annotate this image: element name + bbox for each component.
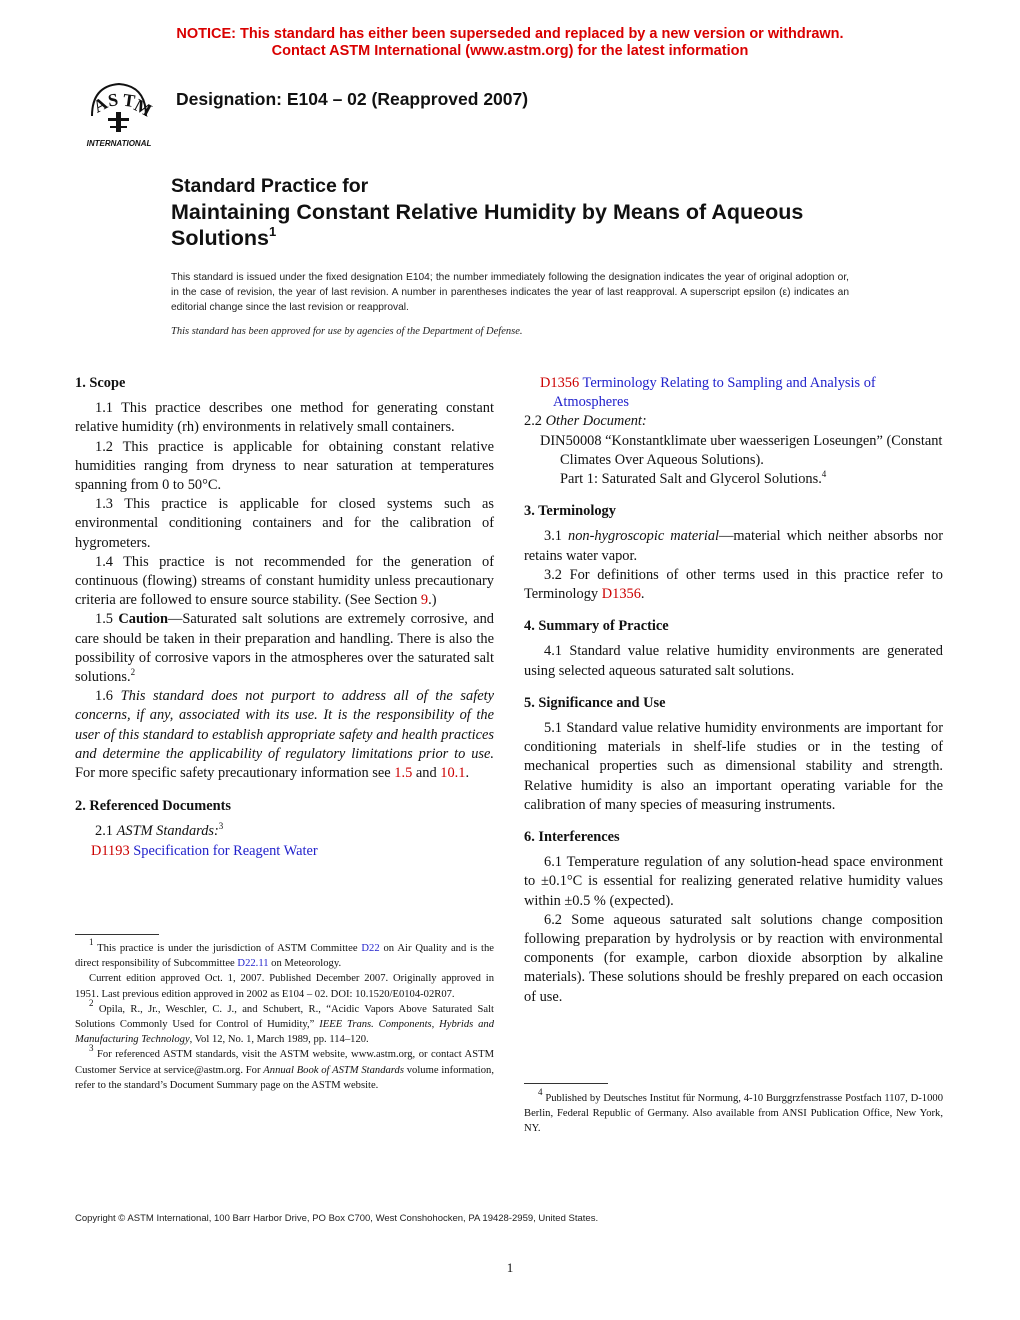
section-6-heading: 6. Interferences [524,829,620,846]
para-3-2: 3.2 For definitions of other terms used in this practice refer to Terminology D1356. [524,566,943,603]
footnote-4-ref[interactable]: 4 [821,469,827,480]
para-6-2: 6.2 Some aqueous saturated salt solutions change composition following preparation by hydrolysis or by reaction with environmental components (for example, carbon dioxide absorption by alkaline materials). These solutions should be freshly prepared on each occasion of use. [524,911,943,1005]
dod-approval-note: This standard has been approved for use by agencies of the Department of Defense. [171,326,523,337]
para-2-2: 2.2 Other Document: [524,413,647,430]
para-1-4: 1.4 This practice is not recommended for the generation of continuous (flowing) streams of constant humidity unless precautionary criteria are followed to ensure source stability. (See Section 9.) [75,553,494,609]
left-column [75,374,494,861]
svg-text:A: A [89,92,111,117]
footnotes-left [75,937,495,1093]
section-3-heading: 3. Terminology [524,503,616,520]
ref-d1356 [524,374,943,412]
ref-1-5-link[interactable]: 1.5 [394,765,413,782]
footnote-4: $^4$ Published by Deutsches Institut für Normung, 4-10 Burggrzfenstrasse Postfach 1107, D-1000 Berlin, Federal Republic of Germany. Also available from ANSI Publication Office, New York, NY. [524,1087,943,1135]
footnote-rule-left [75,934,159,935]
para-2-1: 2.1 ASTM Standards:$^3$ [95,821,224,840]
d1193-link[interactable]: D1193 [91,842,130,859]
para-5-1: 5.1 Standard value relative humidity environments are important for conditioning materials in shelf-life studies or in the testing of mechanical properties such as dimensional stability and strength. Relative humidity is also an important operating variable for the calibration of many species of measuring instruments. [524,720,943,813]
notice-line-2: Contact ASTM International (www.astm.org) for the latest information [271,43,749,59]
footnote-right [524,1087,943,1137]
section-5-heading: 5. Significance and Use [524,694,666,711]
d1356-title-link[interactable]: Terminology Relating to Sampling and Analysis of Atmospheres [553,375,876,411]
din-reference: DIN50008 “Konstantklimate uber waesserigen Loseungen” (Constant Climates Over Aqueous Solutions). [540,432,943,468]
page-number: 1 [506,1260,514,1275]
d22-link[interactable]: D22 [361,943,380,954]
para-3-1: 3.1 non-hygroscopic material—material which neither absorbs nor retains water vapor. [524,528,943,564]
d1356-link[interactable]: D1356 [540,375,580,391]
para-1-1: 1.1 This practice describes one method for generating constant relative humidity (rh) environments in relatively small containers. [75,400,494,436]
issue-note: This standard is issued under the fixed designation E104; the number immediately following the designation indicates the year of original adoption or, in the case of revision, the year of last revision. A number in parentheses indicates the year of last reapproval. A superscript epsilon (ε) indicates an editorial change since the last revision or reapproval. [171,272,849,313]
para-1-5: 1.5 Caution—Saturated salt solutions are extremely corrosive, and care should be taken in their preparation and handling. There is also the possibility of corrosive vapors in the atmospheres over the saturated salt solutions.$^2$ [75,611,494,686]
d1193-title-link[interactable]: Specification for Reagent Water [133,842,318,859]
para-4-1: 4.1 Standard value relative humidity environments are generated using selected aqueous saturated salt solutions. [524,643,943,679]
ref-d1193 [75,842,494,861]
footnote-3-ref[interactable]: 3 [218,821,224,832]
right-column [524,374,943,1007]
svg-text:T: T [121,89,137,112]
logo-subtext: INTERNATIONAL [86,139,152,148]
svg-text:M: M [130,94,156,121]
notice-line-1: NOTICE: This standard has either been superseded and replaced by a new version or withdrawn. [176,26,844,42]
copyright-line: Copyright © ASTM International, 100 Barr Harbor Drive, PO Box C700, West Conshohocken, PA 19428-2959, United States. [75,1213,599,1224]
footnote-rule-right [524,1083,608,1084]
footnote-1-edition: Current edition approved Oct. 1, 2007. Published December 2007. Originally approved in 1951. Last previous edition approved in 2002 as E104 – 02. DOI: 10.1520/E0104-02R07. [75,973,494,1000]
din-part: Part 1: Saturated Salt and Glycerol Solutions.$^4$ [560,469,827,488]
para-1-2: 1.2 This practice is applicable for obtaining constant relative humidities ranging from dryness to near saturation at temperatures spanning from 0 to 50°C. [75,438,494,494]
document-title: Maintaining Constant Relative Humidity by Means of Aqueous Solutions$^1$ [171,200,804,250]
d1356-inline-link[interactable]: D1356 [601,586,641,603]
section-9-link[interactable]: 9 [420,592,429,609]
section-1-heading: 1. Scope [75,375,126,391]
footnote-3: $^3$ For referenced ASTM standards, visit the ASTM website, www.astm.org, or contact ASTM Customer Service at service@astm.org. For Annual Book of ASTM Standards volume information, refer to the standard’s Document Summary page on the ASTM website. [75,1043,494,1091]
title-footnote-ref[interactable]: 1 [268,224,277,239]
para-6-1: 6.1 Temperature regulation of any solution-head space environment to ±0.1°C is essential for realizing generated relative humidity values within ±0.5 % (expected). [524,854,943,909]
svg-text:S: S [106,89,120,111]
title-prefix: Standard Practice for [171,175,369,197]
designation: Designation: E104 – 02 (Reapproved 2007) [176,89,529,109]
d22-11-link[interactable]: D22.11 [237,958,269,970]
supersession-notice [0,26,1020,60]
para-1-3: 1.3 This practice is applicable for closed systems such as environmental conditioning containers and for the calibration of hygrometers. [75,496,494,551]
section-4-heading: 4. Summary of Practice [524,618,669,635]
footnote-2: $^2$ Opila, R., Jr., Weschler, C. J., and Schubert, R., “Acidic Vapors Above Saturated Salt Solutions Commonly Used for Control of Humidity,” IEEE Trans. Components, Hybrids and Manufacturing Technology, Vol 12, No. 1, March 1989, pp. 114–120. [75,997,494,1046]
footnote-2-ref[interactable]: 2 [130,667,136,678]
ref-10-1-link[interactable]: 10.1 [440,765,466,782]
footnote-1: $^1$ This practice is under the jurisdiction of ASTM Committee D22 on Air Quality and is the direct responsibility of Subcommittee D22.11 on Meteorology. [75,937,495,970]
astm-logo [78,76,160,150]
para-1-6: 1.6 This standard does not purport to address all of the safety concerns, if any, associated with its use. It is the responsibility of the user of this standard to establish appropriate safety and health practices and determine the applicability of regulatory limitations prior to use. For more specific safety precautionary information see 1.5 and 10.1. [75,688,494,782]
section-2-heading: 2. Referenced Documents [75,798,231,815]
